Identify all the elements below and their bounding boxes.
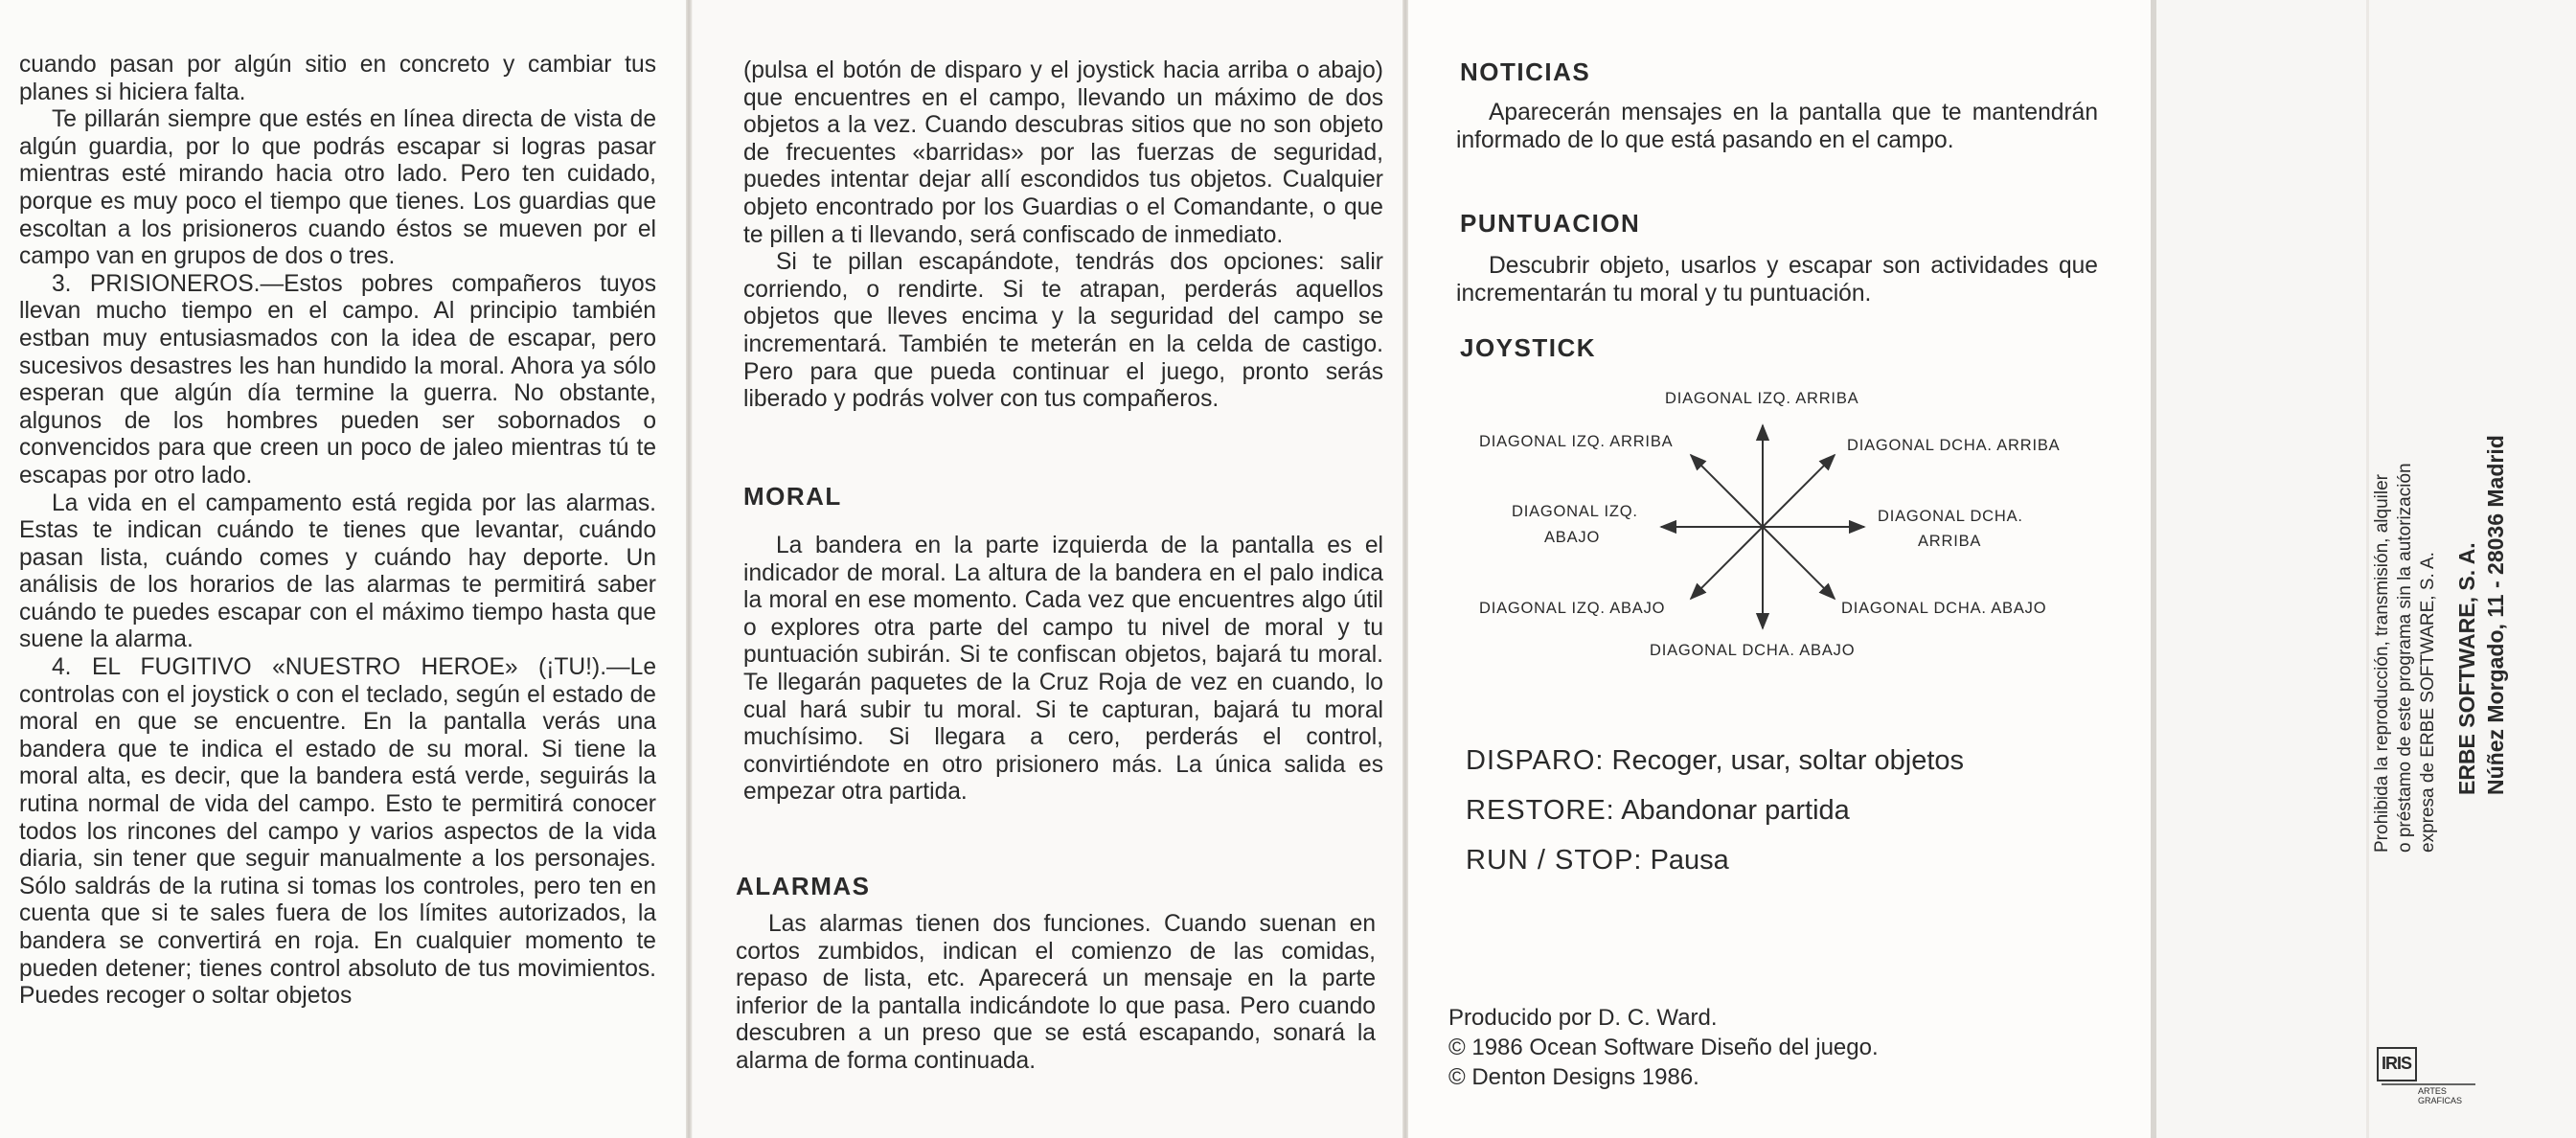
joystick-heading: JOYSTICK: [1460, 333, 1597, 362]
moral-section: [743, 533, 1383, 807]
moral-heading: MORAL: [743, 482, 842, 511]
legal-line: Prohibida la reproducción, transmisión, alquiler: [2372, 474, 2392, 853]
paragraph: cuando pasan por algún sitio en concreto y cambiar tus planes si hiciera falta.: [19, 52, 656, 105]
joy-label-down-left: DIAGONAL IZQ. ABAJO: [1479, 600, 1666, 617]
arrow-up-right: [1763, 455, 1835, 527]
joy-label-up: DIAGONAL IZQ. ARRIBA: [1665, 390, 1859, 407]
paragraph: Te pillarán siempre que estés en línea directa de vista de algún guardia, por lo que podrás escapar si logras pasar mientras esté mirando hacia otro lado. Pero ten cuidado, porque es muy poco el tiempo que tienes. Los guardias que escoltan a los prisioneros cuando éstos se mueven por el campo van en grupos de dos o tres.: [19, 106, 656, 270]
credit-line: © Denton Designs 1986.: [1448, 1064, 1699, 1090]
fold-line: [2366, 0, 2369, 1138]
noticias-section: [1456, 100, 2098, 154]
alarmas-section: [736, 911, 1376, 1076]
joy-label-right-1: DIAGONAL DCHA.: [1878, 508, 2023, 525]
control-restore: [1466, 795, 1850, 827]
panel1-text: [19, 52, 656, 1011]
fold-line: [2151, 0, 2156, 1138]
paragraph: Las alarmas tienen dos funciones. Cuando suenan en cortos zumbidos, indican el comienzo de las comidas, repaso de lista, etc. Aparecerá un mensaje en la parte inferior de la pantalla indicándote lo que pasa. Pero cuando descubren a un preso que se está escapando, sonará la alarma de forma continuada.: [736, 911, 1376, 1074]
control-key: RUN / STOP:: [1466, 845, 1643, 876]
panel2-intro: [743, 57, 1383, 414]
credit-line: Producido por D. C. Ward.: [1448, 1005, 1718, 1031]
noticias-heading: NOTICIAS: [1460, 57, 1591, 86]
paragraph: La vida en el campamento está regida por las alarmas. Estas te indican cuándo te tienes que levantar, cuándo pasan lista, cuándo comes y cuándo hay deporte. Un análisis de los horarios de las alarmas te permitirá saber cuándo te puedes escapar con el máximo tiempo hasta que suene la alarma.: [19, 489, 656, 653]
control-action: Abandonar partida: [1621, 795, 1850, 826]
joy-label-right-2: ARRIBA: [1918, 533, 1982, 550]
arrow-down-right: [1763, 527, 1835, 599]
fold-line: [1402, 0, 1408, 1138]
puntuacion-section: [1456, 253, 2098, 307]
paragraph: Aparecerán mensajes en la pantalla que te mantendrán informado de lo que está pasando en el campo.: [1456, 100, 2098, 153]
puntuacion-heading: PUNTUACION: [1460, 209, 1641, 238]
arrow-up-left: [1691, 455, 1763, 527]
joystick-arrows: [1456, 374, 2088, 680]
joy-label-left-1: DIAGONAL IZQ.: [1512, 503, 1638, 520]
joy-label-down: DIAGONAL DCHA. ABAJO: [1650, 642, 1856, 659]
printer-sub-text: ARTES GRAFICAS: [2418, 1086, 2463, 1105]
paragraph: Si te pillan escapándote, tendrás dos opciones: salir corriendo, o rendirte. Si te atrapan, perderás aquellos objetos que lleves encima y la seguridad del campo se incrementará. También te meterán en la celda de castigo. Pero para que pueda continuar el juego, pronto serás liberado y podrás volver con tus compañeros.: [743, 249, 1383, 413]
joy-label-up-right: DIAGONAL DCHA. ARRIBA: [1847, 437, 2061, 454]
joy-label-down-right: DIAGONAL DCHA. ABAJO: [1841, 600, 2047, 617]
control-disparo: [1466, 745, 1964, 777]
joystick-diagram: [1456, 374, 2088, 680]
control-action: Recoger, usar, soltar objetos: [1611, 745, 1965, 776]
paragraph: 4. EL FUGITIVO «NUESTRO HEROE» (¡TU!).—Le controlas con el joystick o con el teclado, según el estado de moral en que se encuentre. En la pantalla verás una bandera que te indica el estado de su moral. Si tiene la moral alta, es decir, que la bandera está verde, seguirás la rutina normal de vida del campo. Esto te permitirá conocer todos los rincones del campo y varios aspectos de la vida diaria, sin tener que seguir manualmente a los personajes. Sólo saldrás de la rutina si tomas los controles, pero ten en cuenta que si te sales fuera de los límites autorizados, la bandera se convertirá en roja. En cualquier momento te pueden detener; tienes control absoluto de tus movimientos. Puedes recoger o soltar objetos: [19, 654, 656, 1010]
control-key: RESTORE:: [1466, 795, 1615, 826]
arrow-down-left: [1691, 527, 1763, 599]
alarmas-heading: ALARMAS: [736, 872, 871, 900]
printer-logo-text: IRIS: [2382, 1054, 2412, 1073]
control-run-stop: [1466, 845, 1729, 876]
printer-logo: [2376, 1044, 2481, 1105]
paragraph: Descubrir objeto, usarlos y escapar son actividades que incrementarán tu moral y tu puntuación.: [1456, 253, 2098, 307]
joy-label-left-2: ABAJO: [1544, 529, 1601, 546]
paragraph: La bandera en la parte izquierda de la pantalla es el indicador de moral. La altura de la bandera en el palo indica la moral en ese momento. Cada vez que encuentres algo útil o explores otra parte del campo tu nivel de moral y tu puntuación subirán. Si te confiscan objetos, bajará tu moral. Te llegarán paquetes de la Cruz Roja de vez en cuando, lo cual hará subir tu moral. Si te capturan, bajará tu moral muchísimo. Si llegara a cero, perderás el control, convirtiéndote en otro prisionero más. La única salida es empezar otra partida.: [743, 533, 1383, 806]
paragraph: 3. PRISIONEROS.—Estos pobres compañeros tuyos llevan mucho tiempo en el campo. Al principio también estban muy entusiasmados con la idea de escapar, pero sucesivos desastres les han hundido la moral. Ahora ya sólo esperan que algún día termine la guerra. No obstante, algunos de los hombres pueden ser sobornados o convencidos para que creen un poco de jaleo mientras tú te escapas por otro lado.: [19, 270, 656, 489]
company-name: ERBE SOFTWARE, S. A.: [2454, 542, 2479, 795]
control-key: DISPARO:: [1466, 745, 1605, 776]
paragraph: (pulsa el botón de disparo y el joystick hacia arriba o abajo) que encuentres en el campo, llevando un máximo de dos objetos a la vez. Cuando descubras sitios que no son objeto de frecuentes «barridas» por las fuerzas de seguridad, puedes intentar dejar allí escondidos tus objetos. Cualquier objeto encontrado por los Guardias o el Comandante, o que te pillen a ti llevando, será confiscado de inmediato.: [743, 57, 1383, 248]
company-address: Núñez Morgado, 11 - 28036 Madrid: [2483, 435, 2508, 795]
legal-line: expresa de ERBE SOFTWARE, S. A.: [2418, 552, 2438, 853]
credit-line: © 1986 Ocean Software Diseño del juego.: [1448, 1035, 1879, 1060]
control-action: Pausa: [1650, 845, 1729, 876]
legal-line: o préstamo de este programa sin la autorización: [2395, 463, 2415, 853]
fold-line: [686, 0, 692, 1138]
joy-label-up-left: DIAGONAL IZQ. ARRIBA: [1479, 433, 1674, 450]
